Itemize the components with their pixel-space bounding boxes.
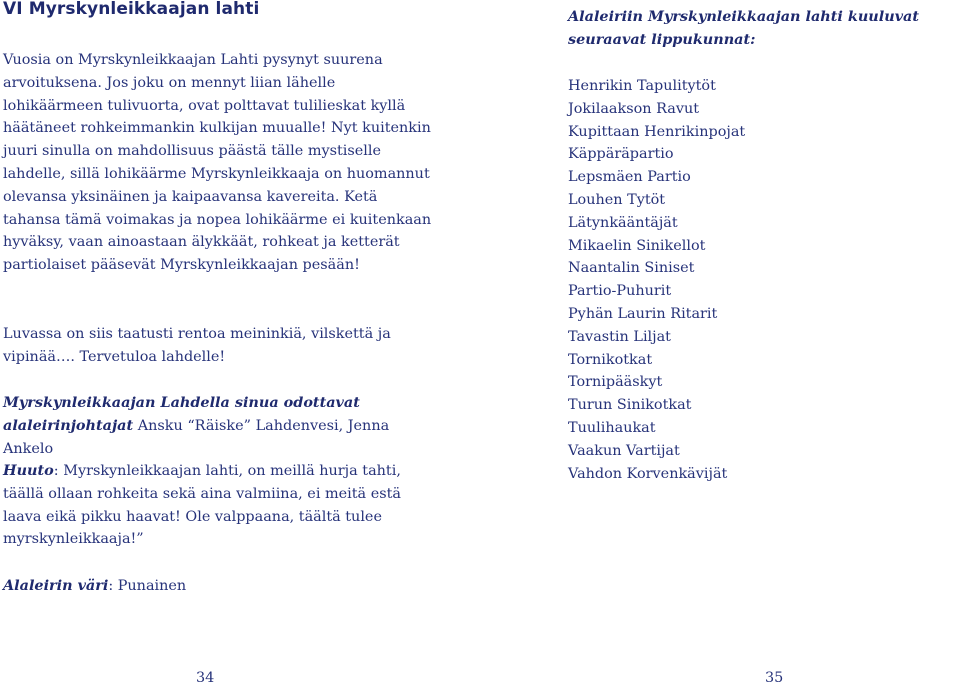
list-item: Kupittaan Henrikinpojat xyxy=(568,123,746,140)
list-item: Mikaelin Sinikellot xyxy=(568,237,706,254)
color-value: : Punainen xyxy=(108,578,187,594)
right-page xyxy=(568,0,960,690)
leaders-label: Myrskynleikkaajan Lahdella sinua odottavat alaleirinjohtajat xyxy=(3,394,360,434)
list-item: Naantalin Siniset xyxy=(568,260,695,277)
subcamp-color-paragraph xyxy=(3,575,433,598)
list-item: Tuulihaukat xyxy=(568,419,656,436)
left-page xyxy=(0,0,440,690)
list-item: Turun Sinikotkat xyxy=(568,397,692,414)
list-item: Jokilaakson Ravut xyxy=(568,100,700,117)
list-item: Tavastin Liljat xyxy=(568,328,671,345)
color-label: Alaleirin väri xyxy=(3,577,109,594)
list-item: Tornikotkat xyxy=(568,351,653,368)
list-item: Vahdon Korvenkävijät xyxy=(568,465,728,482)
leaders-paragraph xyxy=(3,392,433,460)
list-item: Tornipääskyt xyxy=(568,374,663,391)
list-item: Henrikin Tapulitytöt xyxy=(568,78,716,94)
intro-paragraph: Vuosia on Myrskynleikkaajan Lahti pysynyt suurena arvoituksena. Jos joku on mennyt liian lähelle lohikäärmeen tulivuorta, ovat polttavat tulilieskat kyllä häätäneet rohkeimmankin kulkijan muualle! Nyt kuitenkin juuri sinulla on mahdollisuus päästä tälle mystiselle lahdelle, sillä lohikäärme Myrskynleikkaaja on huomannut olevansa yksinäinen ja kaipaavansa kavereita. Ketä tahansa tämä voimakas ja nopea lohikäärme ei kuitenkaan hyväksy, vaan ainoastaan älykkäät, rohkeat ja ketterät partiolaiset pääsevät Myrskynleikkaajan pesään! xyxy=(3,52,432,274)
welcome-paragraph: Luvassa on siis taatusti rentoa meininkiä, vilskettä ja vipinää…. Tervetuloa lahdelle! xyxy=(3,326,391,365)
cheer-text: : Myrskynleikkaajan lahti, on meillä hurja tahti, täällä ollaan rohkeita sekä aina valmiina, ei meitä estä laava eikä pikku haavat! Ole valppaana, täältä tulee myrskynleikkaaja!” xyxy=(3,463,401,548)
list-item: Lepsmäen Partio xyxy=(568,169,691,186)
page-number-right: 35 xyxy=(765,670,784,686)
list-item: Pyhän Laurin Ritarit xyxy=(568,305,718,322)
cheer-paragraph xyxy=(3,460,433,551)
list-item: Lätynkääntäjät xyxy=(568,214,678,231)
list-item: Louhen Tytöt xyxy=(568,191,666,208)
cheer-label: Huuto xyxy=(3,462,54,479)
group-list-heading: Alaleiriin Myrskynleikkaajan lahti kuuluvat seuraavat lippukunnat: xyxy=(568,8,920,48)
list-item: Partio-Puhurit xyxy=(568,283,672,300)
list-item: Käppäräpartio xyxy=(568,146,674,163)
section-title: VI Myrskynleikkaajan lahti xyxy=(3,0,260,19)
list-item: Vaakun Vartijat xyxy=(568,442,680,459)
leaders-names: Ansku “Räiske” Lahdenvesi, Jenna Ankelo xyxy=(3,417,390,457)
page-number-left: 34 xyxy=(196,670,215,686)
group-list xyxy=(568,75,745,485)
